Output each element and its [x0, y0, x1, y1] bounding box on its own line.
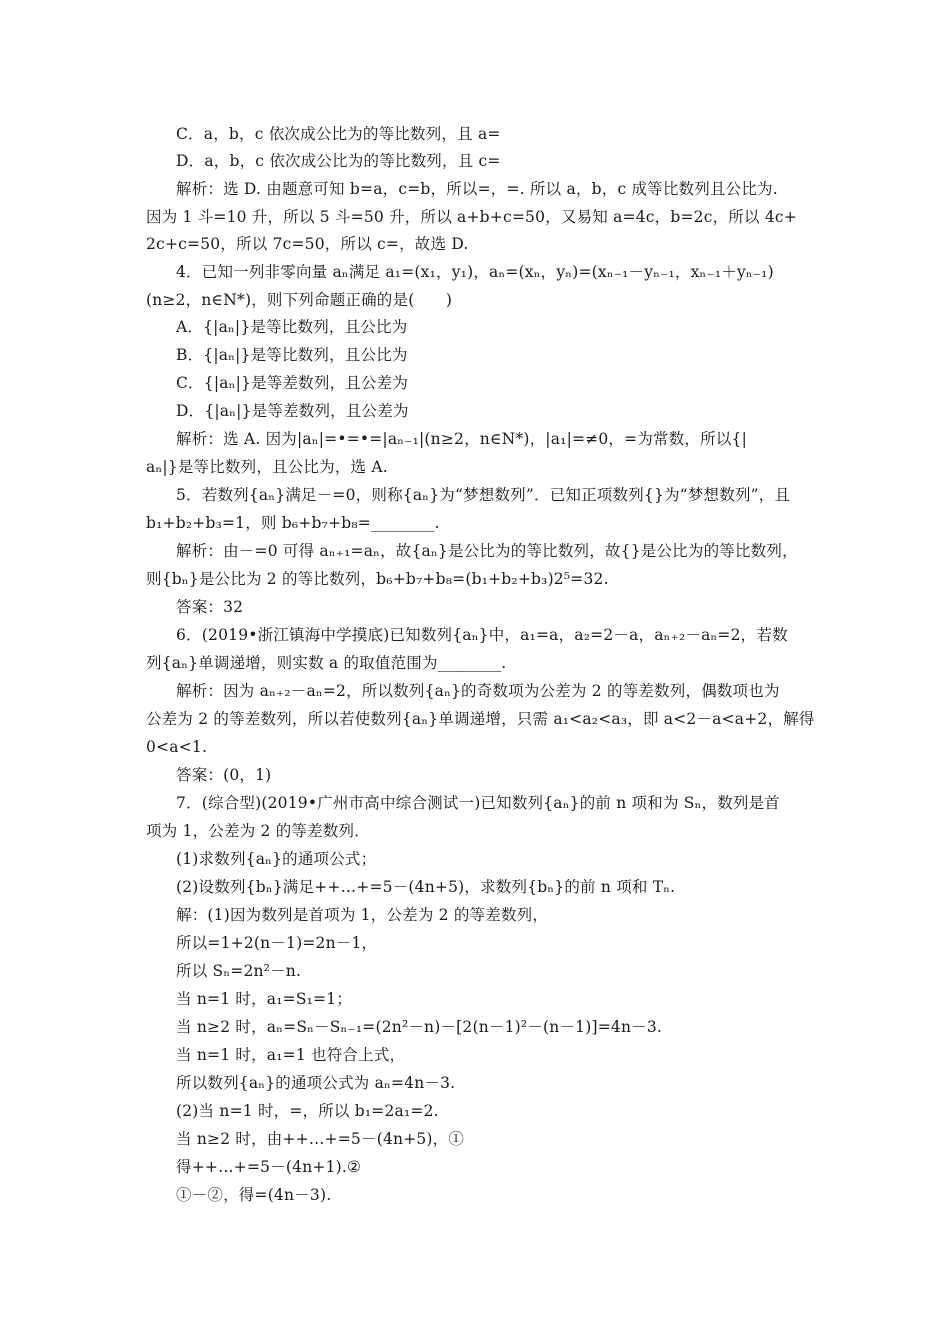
text-line: 解：(1)因为数列是首项为 1，公差为 2 的等差数列， [176, 906, 549, 924]
text-line: 解析：选 D. 由题意可知 b=a，c=b，所以=，=. 所以 a，b，c 成等比数列且公比为. [176, 180, 778, 198]
text-line: C．{|aₙ|}是等差数列，且公差为 [176, 374, 409, 392]
text-line: 解析：由－=0 可得 aₙ₊₁=aₙ，故{aₙ}是公比为的等比数列，故{}是公比为的等比数列， [176, 542, 798, 560]
text-line: (n≥2，n∈N*)，则下列命题正确的是( ) [146, 291, 453, 309]
text-line: 答案：(0，1) [176, 766, 272, 784]
text-line: B．{|aₙ|}是等比数列，且公比为 [176, 346, 408, 364]
text-line: b₁+b₂+b₃=1，则 b₆+b₇+b₈=________. [146, 514, 440, 532]
text-line: 4．已知一列非零向量 aₙ满足 a₁=(x₁，y₁)，aₙ=(xₙ，yₙ)=(xₙ₋₁－yₙ₋₁，xₙ₋₁＋yₙ₋₁) [176, 263, 774, 281]
text-line: 公差为 2 的等差数列，所以若使数列{aₙ}单调递增，只需 a₁<a₂<a₃，即 a<2－a<a+2，解得 [146, 710, 815, 728]
text-line: 当 n≥2 时，aₙ=Sₙ－Sₙ₋₁=(2n²－n)－[2(n－1)²－(n－1)]=4n－3. [176, 1018, 663, 1036]
text-line: A．{|aₙ|}是等比数列，且公比为 [176, 318, 408, 336]
text-line: 得++…+=5－(4n+1).② [176, 1158, 362, 1176]
text-line: ①－②，得=(4n－3). [176, 1186, 332, 1204]
text-line: 解析：选 A. 因为|aₙ|=•=•=|aₙ₋₁|(n≥2，n∈N*)，|a₁|=≠0，=为常数，所以{| [176, 430, 748, 448]
text-line: 当 n=1 时，a₁=S₁=1； [176, 990, 353, 1008]
text-line: C．a，b，c 依次成公比为的等比数列，且 a= [176, 125, 501, 143]
text-line: (1)求数列{aₙ}的通项公式； [176, 850, 377, 868]
text-line: 所以数列{aₙ}的通项公式为 aₙ=4n－3. [176, 1074, 456, 1092]
text-line: 所以=1+2(n－1)=2n－1， [176, 934, 378, 952]
text-line: 6．(2019•浙江镇海中学摸底)已知数列{aₙ}中，a₁=a，a₂=2－a，aₙ₊₂－aₙ=2，若数 [176, 626, 788, 644]
text-line: (2)设数列{bₙ}满足++…+=5－(4n+5)，求数列{bₙ}的前 n 项和 Tₙ. [176, 878, 676, 896]
text-line: 7．(综合型)(2019•广州市高中综合测试一)已知数列{aₙ}的前 n 项和为 Sₙ，数列是首 [176, 794, 780, 812]
text-line: 5．若数列{aₙ}满足－=0，则称{aₙ}为“梦想数列”．已知正项数列{}为“梦想数列”，且 [176, 486, 791, 504]
text-line: 0<a<1. [146, 738, 208, 756]
text-line: D．{|aₙ|}是等差数列，且公差为 [176, 402, 409, 420]
text-line: 2c+c=50，所以 7c=50，所以 c=，故选 D. [146, 235, 469, 253]
text-line: 列{aₙ}单调递增，则实数 a 的取值范围为________. [146, 654, 507, 672]
text-line: 因为 1 斗=10 升，所以 5 斗=50 升，所以 a+b+c=50，又易知 a=4c，b=2c，所以 4c+ [146, 208, 797, 226]
text-line: 所以 Sₙ=2n²－n. [176, 962, 302, 980]
text-line: 当 n≥2 时，由++…+=5－(4n+5)，① [176, 1130, 465, 1148]
text-line: 当 n=1 时，a₁=1 也符合上式， [176, 1046, 406, 1064]
text-line: 答案：32 [176, 598, 244, 616]
text-line: 项为 1，公差为 2 的等差数列． [146, 822, 370, 840]
text-line: 则{bₙ}是公比为 2 的等比数列，b₆+b₇+b₈=(b₁+b₂+b₃)2⁵=32. [146, 570, 609, 588]
text-line: 解析：因为 aₙ₊₂－aₙ=2，所以数列{aₙ}的奇数项为公差为 2 的等差数列，偶数项也为 [176, 682, 780, 700]
text-line: D．a，b，c 依次成公比为的等比数列，且 c= [176, 152, 501, 170]
text-line: (2)当 n=1 时，=，所以 b₁=2a₁=2. [176, 1102, 439, 1120]
text-line: aₙ|}是等比数列，且公比为，选 A. [146, 458, 388, 476]
